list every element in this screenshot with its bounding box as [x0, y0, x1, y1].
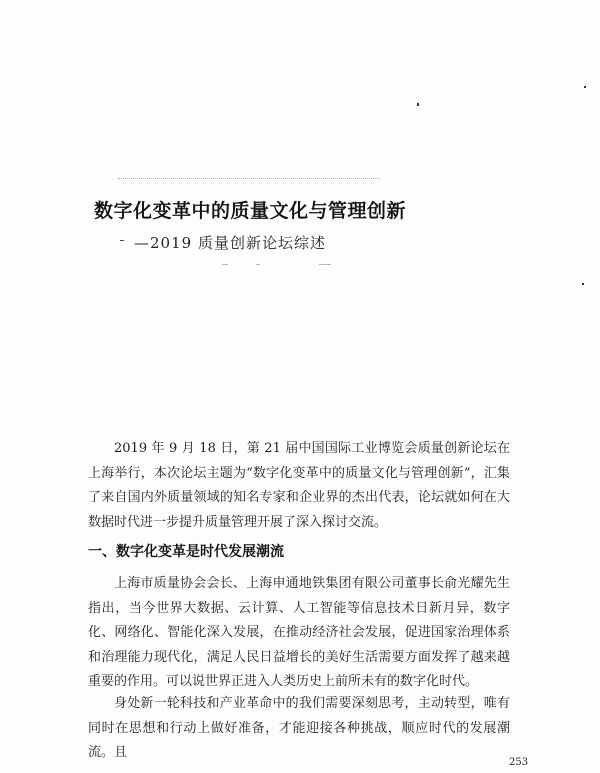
faint-rule — [256, 264, 260, 265]
faint-rule — [222, 264, 228, 265]
intro-paragraph: 2019 年 9 月 18 日，第 21 届中国国际工业博览会质量创新论坛在上海举行，本次论坛主题为“数字化变革中的质量文化与管理创新”，汇集了来自国内外质量领域的知名专家和企业界的杰出代表，论坛就如何在大数据时代进一步提升质量管理开展了深入探讨交流。 — [88, 441, 510, 530]
subtitle-dash-mark — [120, 240, 124, 241]
scan-speck — [417, 103, 419, 106]
header-rule — [118, 178, 380, 185]
body-paragraph: 上海市质量协会会长、上海申通地铁集团有限公司董事长俞光耀先生指出，当今世界大数据、云计算、人工智能等信息技术日新月异，数字化、网络化、智能化深入发展，在推动经济社会发展，促进国家治理体系和治理能力现代化，满足人民日益增长的美好生活需要方面发挥了越来越重要的作用。可以说世界正进入人类历史上前所未有的数字化时代。 — [88, 576, 510, 689]
faint-rule — [319, 264, 331, 265]
section-heading: 一、数字化变革是时代发展潮流 — [88, 544, 284, 560]
body-paragraph: 身处新一轮科技和产业革命中的我们需要深刻思考，主动转型，唯有同时在思想和行动上做好准备，才能迎接各种挑战，顺应时代的发展潮流。且 — [88, 696, 510, 760]
article-subtitle: —2019 质量创新论坛综述 — [134, 234, 326, 252]
page-number: 253 — [509, 757, 529, 768]
scan-speck — [584, 86, 586, 88]
scan-speck — [582, 283, 584, 285]
article-title: 数字化变革中的质量文化与管理创新 — [94, 200, 407, 222]
